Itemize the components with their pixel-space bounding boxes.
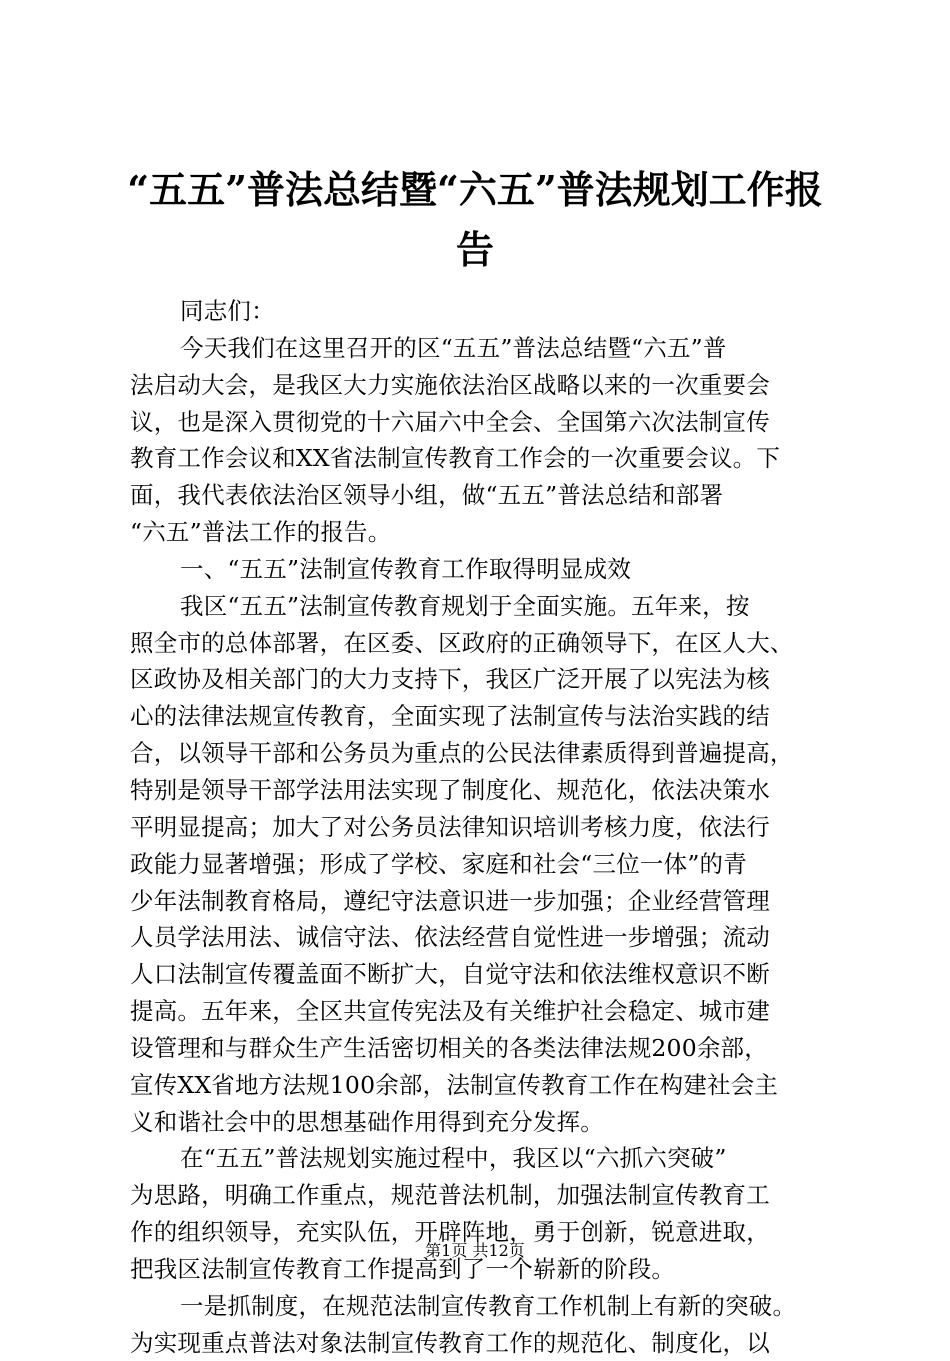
paragraph-line: 在“五五”普法规划实施过程中，我区以“六抓六突破” [180, 1144, 727, 1173]
paragraph-line: 人口法制宣传覆盖面不断扩大，自觉守法和依法维权意识不断 [130, 960, 770, 989]
paragraph-line: 我区“五五”法制宣传教育规划于全面实施。五年来，按 [180, 591, 750, 620]
paragraph-line: 议，也是深入贯彻党的十六届六中全会、全国第六次法制宣传 [130, 407, 770, 436]
paragraph-line: 把我区法制宣传教育工作提高到了一个崭新的阶段。 [130, 1254, 676, 1283]
paragraph-line: 少年法制教育格局，遵纪守法意识进一步加强；企业经营管理 [130, 886, 770, 915]
salutation: 同志们： [180, 297, 275, 325]
paragraph-line: 义和谐社会中的思想基础作用得到充分发挥。 [130, 1107, 604, 1136]
document-body [130, 293, 830, 1361]
paragraph-line: 政能力显著增强；形成了学校、家庭和社会“三位一体”的青 [130, 849, 747, 878]
document-title-line-2: 告 [455, 227, 494, 272]
paragraph-line: 人员学法用法、诚信守法、依法经营自觉性进一步增强；流动 [130, 923, 770, 952]
paragraph-line: 特别是领导干部学法用法实现了制度化、规范化，依法决策水 [130, 775, 770, 804]
paragraph-line: 照全市的总体部署，在区委、区政府的正确领导下，在区人大、 [130, 628, 794, 657]
paragraph-line: 面，我代表依法治区领导小组，做“五五”普法总结和部署 [130, 481, 724, 510]
paragraph-line: 平明显提高；加大了对公务员法律知识培训考核力度，依法行 [130, 812, 770, 841]
paragraph-line: 提高。五年来，全区共宣传宪法及有关维护社会稳定、城市建 [130, 997, 770, 1026]
paragraph-line: 设管理和与群众生产生活密切相关的各类法律法规200余部， [130, 1033, 768, 1062]
paragraph-line: 法启动大会，是我区大力实施依法治区战略以来的一次重要会 [130, 370, 770, 399]
paragraph-line: 今天我们在这里召开的区“五五”普法总结暨“六五”普 [180, 333, 727, 362]
paragraph-line: 作的组织领导，充实队伍，开辟阵地，勇于创新，锐意进取， [130, 1218, 770, 1247]
paragraph-line: 为实现重点普法对象法制宣传教育工作的规范化、制度化，以 [130, 1328, 770, 1357]
document-title-line-1: “五五”普法总结暨“六五”普法规划工作报 [127, 167, 823, 212]
section-heading: 一、“五五”法制宣传教育工作取得明显成效 [180, 554, 632, 583]
paragraph-line: 心的法律法规宣传教育，全面实现了法制宣传与法治实践的结 [130, 702, 770, 731]
paragraph-line: 宣传XX省地方法规100余部，法制宣传教育工作在构建社会主 [130, 1070, 779, 1099]
paragraph-line: 区政协及相关部门的大力支持下，我区广泛开展了以宪法为核 [130, 665, 770, 694]
paragraph-line: 合，以领导干部和公务员为重点的公民法律素质得到普遍提高， [130, 739, 794, 768]
page-number-footer: 第1页 共12页 [425, 1241, 525, 1260]
paragraph-line: 教育工作会议和XX省法制宣传教育工作会的一次重要会议。下 [130, 444, 781, 473]
paragraph-line: 为思路，明确工作重点，规范普法机制，加强法制宣传教育工 [130, 1181, 770, 1210]
paragraph-line: “六五”普法工作的报告。 [130, 518, 392, 547]
paragraph-line: 一是抓制度，在规范法制宣传教育工作机制上有新的突破。 [180, 1291, 797, 1320]
